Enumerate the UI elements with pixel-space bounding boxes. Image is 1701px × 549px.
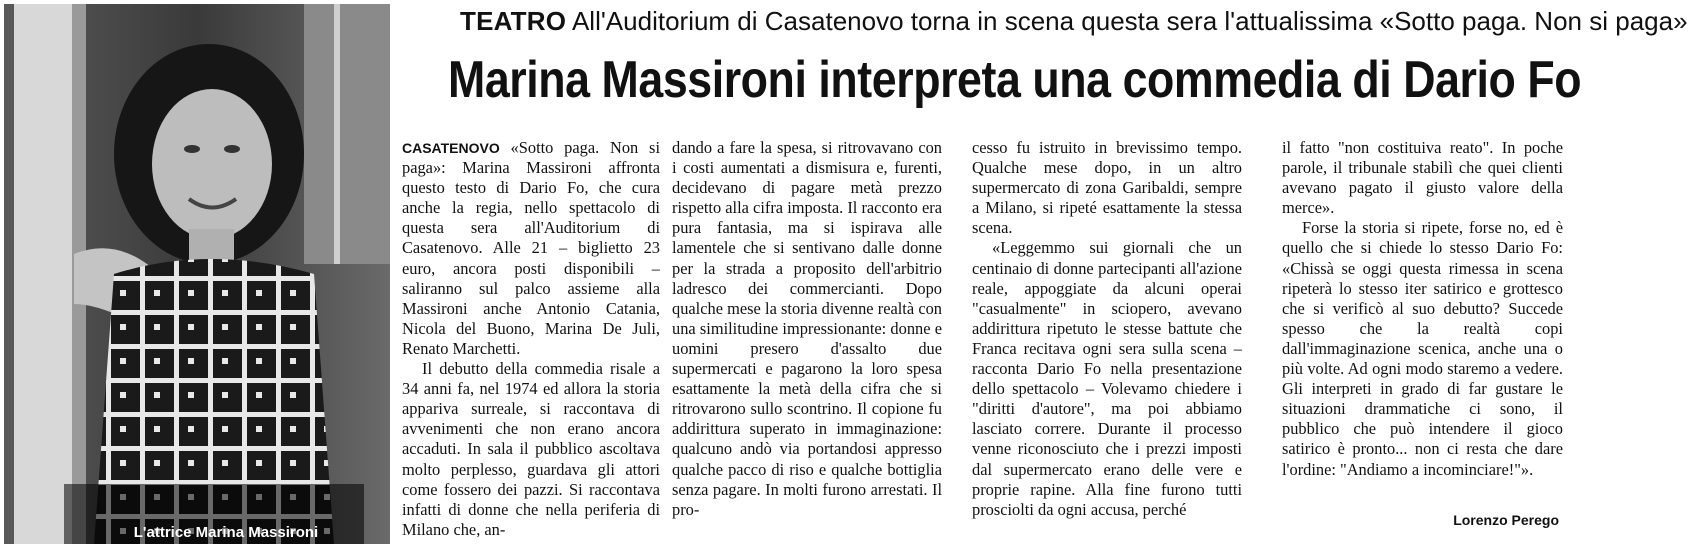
article-column-4 — [1282, 138, 1563, 480]
section-label: TEATRO — [460, 6, 567, 36]
article-photo — [4, 4, 390, 544]
article-column-3 — [972, 138, 1242, 520]
subtitle: All'Auditorium di Casatenovo torna in scena questa sera l'attualissima «Sotto paga. Non si paga» — [571, 6, 1688, 36]
paragraph: il fatto "non costituiva reato". In poche parole, il tribunale stabilì che quei clienti avevano pagato il giusto valore della merce». — [1282, 138, 1563, 218]
headline: Marina Massironi interpreta una commedia di Dario Fo — [448, 51, 1582, 109]
byline: Lorenzo Perego — [1453, 512, 1559, 528]
paragraph: cesso fu istruito in brevissimo tempo. Qualche mese dopo, in un altro supermercato di zona Garibaldi, sempre a Milano, si ripeté esattamente la stessa scena. — [972, 138, 1242, 238]
paragraph — [402, 138, 660, 359]
paragraph: Il debutto della commedia risale a 34 anni fa, nel 1974 ed allora la storia appariva surreale, si raccontava di avvenimenti che non erano ancora accaduti. In sala il pubblico ascoltava molto perplesso, guardava gli attori come fossero dei pazzi. Si raccontava infatti di donne che nella periferia di Milano che, an- — [402, 359, 660, 539]
paragraph-text: «Sotto paga. Non si paga»: Marina Massironi affronta questo testo di Dario Fo, che cura anche la regia, nello spettacolo di questa sera all'Auditorium di Casatenovo. Alle 21 – biglietto 23 euro, ancora posti disponibili – saliranno sul palco assieme alla Massironi anche Antonio Catania, Nicola del Buono, Marina De Juli, Renato Marchetti. — [402, 138, 660, 358]
paragraph: Forse la storia si ripete, forse no, ed è quello che si chiede lo stesso Dario Fo: «Chissà se oggi questa rimessa in scena ripeterà lo stesso iter satirico e grottesco che si verificò al suo debutto? Succede spesso che la realtà copi dall'immaginazione scenica, anche una o più volte. Ad ogni modo staremo a vedere. Gli interpreti in grado di far gustare le situazioni drammatiche ci sono, il pubblico che può intendere il gioco satirico è pronto... non ci resta che dare l'ordine: "Andiamo a incominciare!"». — [1282, 218, 1563, 479]
article-column-1 — [402, 138, 660, 540]
paragraph: dando a fare la spesa, si ritrovavano con i costi aumentati a dismisura e, furenti, decidevano di pagare metà prezzo rispetto alla cifra imposta. Il racconto era pura fantasia, ma si ispirava alle lamentele che si sentivano dalle donne per la strada a proposito dell'arbitrio ladresco dei commercianti. Dopo qualche mese la storia divenne realtà con una similitudine impressionante: donne e uomini presero d'assalto due supermercati e pagarono la loro spesa esattamente la metà della cifra che si ritrovarono sullo scontrino. Il copione fu addirittura superato in immaginazione: qualcuno andò via portandosi appresso qualche pacco di riso e qualche bottiglia senza pagare. In molti furono arrestati. Il pro- — [672, 138, 942, 519]
paragraph: «Leggemmo sui giornali che un centinaio di donne partecipanti all'azione reale, appoggiate da alcuni operai "casualmente" in sciopero, avevano addirittura ripetuto le stesse battute che Franca recitava ogni sera sulla scena – racconta Dario Fo nella presentazione dello spettacolo – Volevamo chiedere i "diritti d'autore", ma poi abbiamo lasciato correre. Durante il processo venne riconosciuto che i prezzi imposti dal supermercato erano delle vere e proprie rapine. Alla fine furono tutti prosciolti da ogni accusa, perché — [972, 238, 1242, 519]
photo-caption: L'attrice Marina Massironi — [133, 524, 319, 541]
article-column-2 — [672, 138, 942, 520]
kicker — [460, 6, 1688, 36]
dateline: CASATENOVO — [402, 140, 500, 156]
actress-photo-illustration — [4, 4, 390, 544]
